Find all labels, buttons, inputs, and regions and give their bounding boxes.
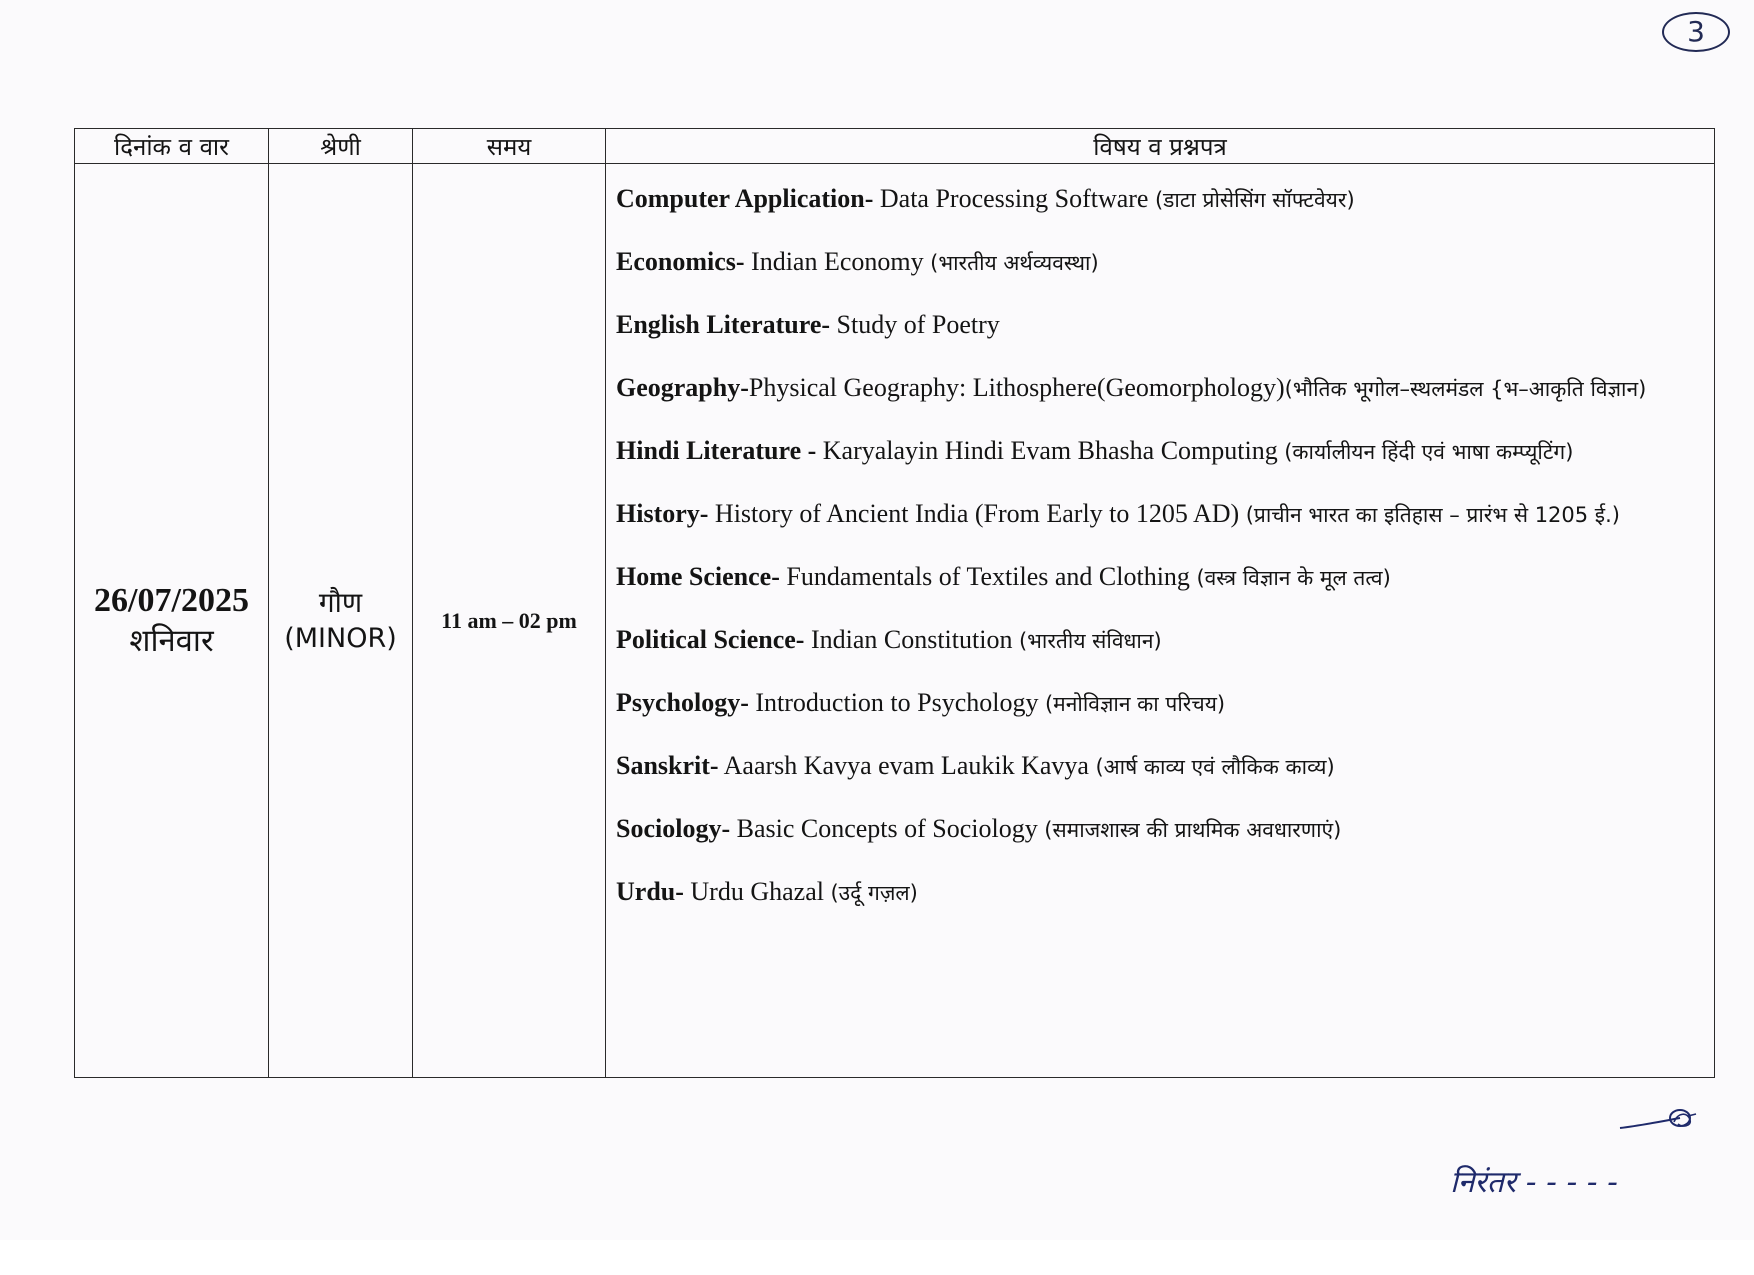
list-item: English Literature- Study of Poetry	[616, 310, 1000, 339]
list-item: Psychology- Introduction to Psychology (मनोविज्ञान का परिचय)	[616, 688, 1226, 717]
list-item: History- History of Ancient India (From Early to 1205 AD) (प्राचीन भारत का इतिहास – प्रारंभ से 1205 ई.)	[616, 499, 1620, 528]
table-header-row	[75, 129, 1715, 164]
header-date-day: दिनांक व वार	[75, 129, 269, 164]
list-item: Political Science- Indian Constitution (भारतीय संविधान)	[616, 625, 1162, 654]
list-item: Hindi Literature - Karyalayin Hindi Evam Bhasha Computing (कार्यालीयन हिंदी एवं भाषा कम्प्यूटिंग)	[616, 436, 1574, 465]
header-category: श्रेणी	[269, 129, 413, 164]
date-cell	[75, 164, 269, 1078]
signature-icon	[1618, 1102, 1698, 1136]
exam-date: 26/07/2025	[94, 581, 249, 619]
exam-day: शनिवार	[129, 622, 214, 659]
continued-note: निरंतर - - - - -	[1450, 1165, 1618, 1200]
list-item: Urdu- Urdu Ghazal (उर्दू गज़ल)	[616, 877, 918, 906]
table-row	[75, 164, 1715, 1078]
list-item: Sociology- Basic Concepts of Sociology (समाजशास्त्र की प्राथमिक अवधारणाएं)	[616, 814, 1342, 843]
header-time: समय	[413, 129, 606, 164]
list-item: Geography-Physical Geography: Lithosphere(Geomorphology)(भौतिक भूगोल–स्थलमंडल {भ–आकृति विज्ञान)	[616, 373, 1647, 402]
list-item: Sanskrit- Aaarsh Kavya evam Laukik Kavya (आर्ष काव्य एवं लौकिक काव्य)	[616, 751, 1335, 780]
category-english: (MINOR)	[284, 622, 397, 654]
list-item: Economics- Indian Economy (भारतीय अर्थव्यवस्था)	[616, 247, 1099, 276]
exam-schedule-table	[74, 128, 1715, 1078]
list-item: Home Science- Fundamentals of Textiles and Clothing (वस्त्र विज्ञान के मूल तत्व)	[616, 562, 1391, 591]
subjects-cell	[606, 164, 1715, 1078]
header-subject-paper: विषय व प्रश्नपत्र	[606, 129, 1715, 164]
category-hindi: गौण	[318, 585, 363, 619]
list-item: Computer Application- Data Processing Software (डाटा प्रोसेसिंग सॉफ्टवेयर)	[616, 184, 1355, 213]
category-cell	[269, 164, 413, 1078]
page-number: 3	[1662, 12, 1730, 52]
time-cell: 11 am – 02 pm	[413, 164, 606, 1078]
